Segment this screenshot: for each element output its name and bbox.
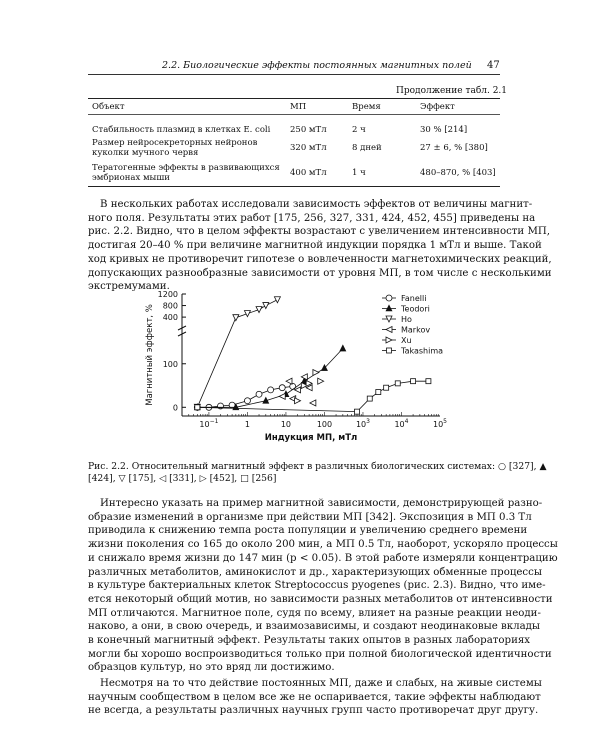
text-line: Несмотря на то что действие постоянных МП, даже и слабых, на живые системы: [100, 678, 542, 689]
text-line: не всегда, а результаты различных научных групп часто противоречат друг другу.: [88, 705, 539, 717]
data-point-teodori: [340, 345, 346, 351]
y-tick-label: 0: [172, 403, 178, 413]
data-point-takashima: [411, 379, 416, 384]
data-point-xu: [313, 369, 319, 375]
x-axis-label: Индукция МП, мТл: [264, 433, 358, 443]
paragraph-1: [88, 198, 552, 294]
data-point-takashima: [376, 390, 381, 395]
table-continuation-note: Продолжение табл. 2.1: [396, 86, 508, 96]
table-top-rule: [88, 98, 500, 99]
text-line: и снижало время жизни до 147 мин (p < 0.05). В этой работе измеряли концентрацию: [88, 552, 558, 564]
data-point-ho: [233, 315, 239, 321]
data-point-fanelli: [290, 383, 296, 389]
text-line: ного поля. Результаты этих работ [175, 256, 327, 331, 424, 452, 455] приведены на: [88, 212, 536, 224]
y-axis-label: Магнитный эффект, %: [145, 304, 155, 406]
cell-object: [92, 138, 257, 158]
data-point-ho: [244, 311, 250, 317]
legend-marker-takashima: [387, 348, 392, 353]
cell-field: 400 мТл: [290, 168, 327, 178]
chart-legend: [382, 294, 443, 356]
legend-label-markov: Markov: [401, 325, 431, 335]
x-tick-exponent: −1: [209, 418, 219, 425]
text-line: ется некоторый общий мотив, но зависимости разных метаболитов от интенсивности: [88, 593, 553, 605]
legend-label-takashima: Takashima: [401, 346, 444, 356]
magnetic-effect-chart: [140, 290, 470, 450]
data-point-markov: [310, 400, 316, 406]
cell-time: 8 дней: [352, 143, 382, 153]
header-rule: [88, 74, 500, 75]
page-number: 47: [487, 60, 500, 71]
data-point-xu: [295, 398, 301, 404]
object-text: Стабильность плазмид в клетках E. coli: [92, 125, 271, 135]
cell-time: 1 ч: [352, 168, 366, 178]
data-point-fanelli: [268, 387, 274, 393]
data-point-takashima: [426, 379, 431, 384]
series-takashima: [195, 379, 431, 414]
text-line: экстремумами.: [88, 281, 170, 293]
legend-label-fanelli: Fanelli: [401, 294, 427, 303]
caption-line: Рис. 2.2. Относительный магнитный эффект в различных биологических системах: ○ [327], ▲: [88, 461, 547, 472]
text-line: наково, а они, в свою очередь, и взаимозависимы, и создают неодинаковые вклады: [88, 621, 541, 633]
x-tick-exponent: 5: [443, 418, 448, 425]
data-point-fanelli: [244, 398, 250, 404]
data-point-fanelli: [256, 391, 262, 397]
y-tick-label: 800: [162, 301, 178, 311]
text-line: различных метаболитов, аминокислот и др., характеризующих обменные процессы: [88, 566, 542, 578]
data-point-xu: [318, 378, 324, 384]
text-line: жизни поколения со 165 до около 200 мин, а МП 0.5 Тл, наоборот, ускоряло процессы: [88, 539, 558, 551]
column-header-effect: Эффект: [420, 102, 455, 112]
x-tick-label: 100: [316, 420, 333, 429]
table-bottom-rule: [88, 186, 500, 187]
x-tick-label: 10: [280, 420, 292, 429]
figure-caption: [88, 461, 547, 485]
object-text-line1: Тератогенные эффекты в развивающихся: [92, 163, 280, 173]
cell-time: 2 ч: [352, 125, 366, 135]
text-line: в культуре бактериальных клеток Streptococcus pyogenes (рис. 2.3). Видно, что име-: [88, 580, 546, 592]
legend-marker-fanelli: [386, 295, 392, 301]
cell-field: 250 мТл: [290, 125, 327, 135]
paragraph-2: [88, 497, 558, 675]
text-line: образие изменений в организме при действии МП [342]. Экспозиция в МП 0.3 Тл: [88, 511, 532, 523]
caption-line: [424], ▽ [175], ◁ [331], ▷ [452], □ [256]: [88, 473, 277, 484]
column-header-object: Объект: [92, 102, 125, 112]
legend-marker-teodori: [386, 305, 392, 311]
legend-label-ho: Ho: [401, 315, 412, 324]
data-point-ho: [256, 307, 262, 313]
column-header-time: Время: [352, 102, 381, 112]
x-tick-label: $10^4$: [394, 418, 409, 429]
text-line: научным сообществом в целом все же не оспаривается, такие эффекты наблюдают: [88, 691, 541, 703]
x-tick-exponent: 3: [366, 418, 370, 425]
text-line: Интересно указать на пример магнитной зависимости, демонстрирующей разно-: [100, 498, 543, 509]
legend-marker-xu: [386, 337, 392, 343]
data-point-ho: [274, 297, 280, 303]
data-point-takashima: [195, 405, 200, 410]
series-ho: [194, 297, 280, 411]
text-line: ход кривых не противоречит гипотезе о вовлеченности магнетохимических реакций,: [88, 253, 552, 265]
y-tick-label: 1200: [157, 290, 178, 299]
data-point-takashima: [395, 381, 400, 386]
data-point-markov: [286, 378, 292, 384]
y-tick-label: 100: [162, 359, 178, 369]
column-header-field: МП: [290, 102, 307, 112]
legend-label-teodori: Teodori: [401, 304, 430, 314]
text-line: рис. 2.2. Видно, что в целом эффекты возрастают с увеличением интенсивности МП,: [88, 226, 551, 238]
text-line: допускающих разнообразные зависимости от уровня МП, в том числе с несколькими: [88, 267, 552, 279]
x-tick-label: 1: [244, 420, 250, 429]
cell-object: [92, 125, 270, 135]
x-tick-label: $10^3$: [355, 418, 370, 429]
x-tick-exponent: 4: [404, 418, 409, 425]
paragraph-3: [88, 677, 542, 718]
text-line: образцов культур, но это вряд ли достижимо.: [88, 662, 335, 674]
cell-field: 320 мТл: [290, 143, 327, 153]
cell-effect: 480–870, % [403]: [420, 168, 496, 178]
object-text-line2: эмбрионах мыши: [92, 173, 170, 183]
text-line: МП отличаются. Магнитное поле, судя по всему, влияет на разные реакции неоди-: [88, 607, 541, 619]
cell-object: [92, 163, 280, 183]
data-point-ho: [263, 303, 269, 309]
table-header-rule: [88, 114, 500, 115]
x-tick-label: $10^5$: [432, 418, 448, 429]
data-point-takashima: [367, 396, 372, 401]
y-tick-label: 400: [162, 313, 178, 323]
legend-marker-markov: [386, 327, 392, 333]
data-point-takashima: [355, 409, 360, 414]
data-point-fanelli: [279, 385, 285, 391]
series-teodori: [194, 345, 346, 410]
data-point-markov: [279, 393, 285, 399]
legend-label-xu: Xu: [401, 336, 412, 345]
x-tick-label: $10^{-1}$: [199, 418, 219, 429]
chart-marks: [194, 297, 431, 414]
text-line: могли бы хорошо воспроизводиться только при полной биологической идентичности: [88, 648, 552, 660]
cell-effect: 27 ± 6, % [380]: [420, 143, 488, 153]
text-line: достигая 20–40 % при величине магнитной индукции порядка 1 мТл и выше. Такой: [88, 240, 542, 252]
cell-effect: 30 % [214]: [420, 125, 468, 135]
text-line: в конечный магнитный эффект. Результаты таких опытов в разных лабораториях: [88, 635, 531, 647]
running-title: 2.2. Биологические эффекты постоянных магнитных полей: [162, 60, 472, 71]
text-line: приводила к снижению темпа роста популяции и увеличению среднего времени: [88, 525, 528, 537]
object-text-line1: Размер нейросекреторных нейронов: [92, 138, 258, 148]
data-point-takashima: [384, 385, 389, 390]
object-text-line2: куколки мучного червя: [92, 148, 199, 158]
text-line: В нескольких работах исследовали зависимость эффектов от величины магнит-: [100, 199, 533, 210]
